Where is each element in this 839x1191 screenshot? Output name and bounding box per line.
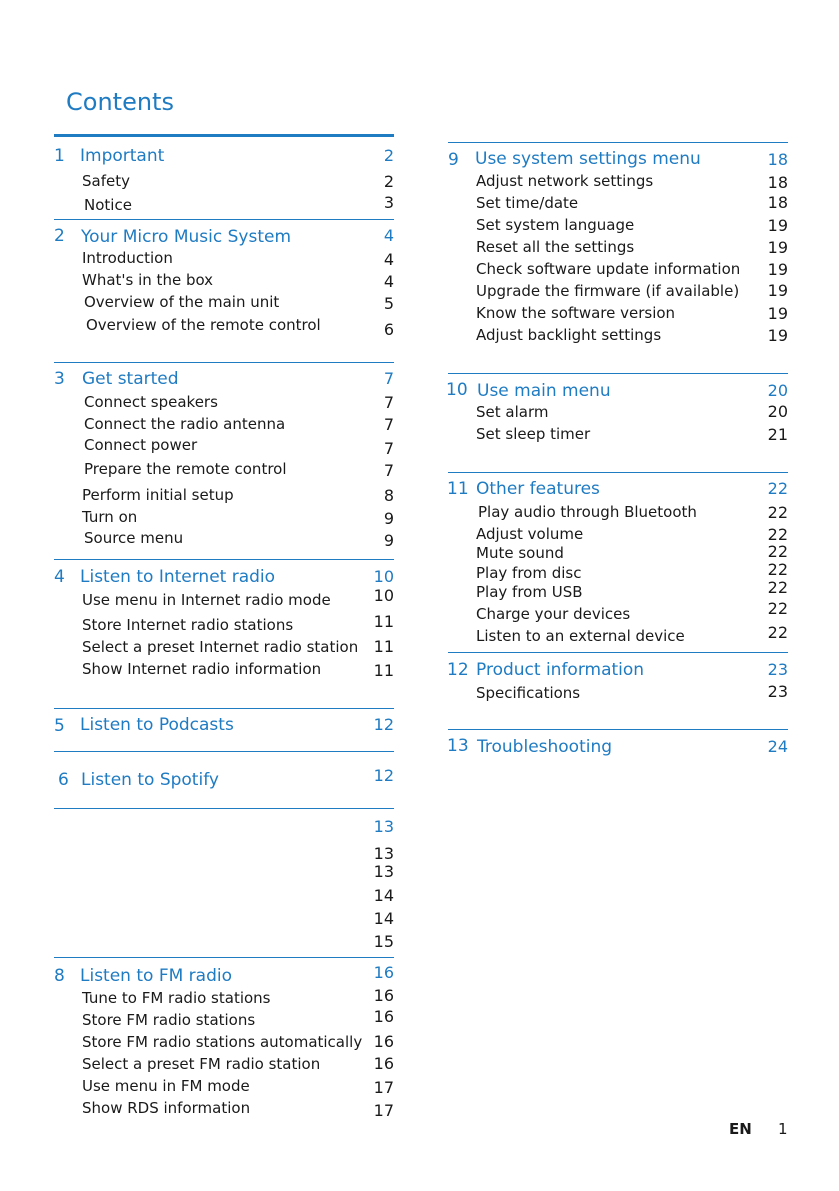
- section-number: 4: [54, 567, 65, 587]
- toc-section-other-features[interactable]: Other features: [476, 479, 600, 499]
- toc-section-micro-music-system[interactable]: Your Micro Music System: [81, 227, 292, 247]
- toc-item[interactable]: Connect power: [84, 436, 198, 454]
- section-divider: [54, 808, 394, 809]
- toc-item[interactable]: Store FM radio stations automatically: [82, 1033, 363, 1051]
- toc-page: 11: [373, 612, 394, 631]
- section-page: 2: [383, 146, 394, 165]
- toc-page: 13: [373, 844, 394, 863]
- toc-page: 22: [767, 623, 788, 642]
- section-page: 20: [767, 381, 788, 400]
- top-rule: [54, 134, 394, 137]
- toc-page: 8: [383, 486, 394, 505]
- section-page: 18: [767, 150, 788, 169]
- toc-page: 7: [383, 393, 394, 412]
- toc-page: 22: [767, 578, 788, 597]
- toc-item[interactable]: Specifications: [476, 684, 581, 702]
- toc-section-important[interactable]: Important: [80, 146, 165, 166]
- section-number: 2: [54, 226, 65, 246]
- toc-page: 14: [373, 909, 394, 928]
- toc-page: 11: [373, 637, 394, 656]
- toc-page: 9: [383, 531, 394, 550]
- section-divider: [448, 142, 788, 143]
- toc-item[interactable]: Introduction: [82, 249, 173, 267]
- toc-page: 22: [767, 525, 788, 544]
- section-page: 16: [373, 963, 394, 982]
- toc-page: 20: [767, 402, 788, 421]
- toc-item[interactable]: Set alarm: [476, 403, 549, 421]
- toc-item[interactable]: Play audio through Bluetooth: [478, 503, 697, 521]
- toc-item[interactable]: Check software update information: [476, 260, 741, 278]
- section-page: 24: [767, 737, 788, 756]
- toc-section-get-started[interactable]: Get started: [82, 369, 179, 389]
- section-divider: [54, 559, 394, 560]
- toc-section-fm-radio[interactable]: Listen to FM radio: [80, 966, 232, 986]
- section-divider: [54, 957, 394, 958]
- section-number: 13: [447, 736, 469, 756]
- toc-item[interactable]: Connect the radio antenna: [84, 415, 286, 433]
- toc-item[interactable]: Set sleep timer: [476, 425, 591, 443]
- toc-page: 15: [373, 932, 394, 951]
- toc-page: 17: [373, 1078, 394, 1097]
- section-page: 23: [767, 660, 788, 679]
- toc-page: 22: [767, 503, 788, 522]
- toc-item[interactable]: Set time/date: [476, 194, 579, 212]
- toc-page: 4: [383, 250, 394, 269]
- toc-page: 16: [373, 1032, 394, 1051]
- toc-item[interactable]: Show RDS information: [82, 1099, 251, 1117]
- section-divider: [448, 652, 788, 653]
- toc-section-product-information[interactable]: Product information: [476, 660, 645, 680]
- toc-item[interactable]: Set system language: [476, 216, 635, 234]
- toc-item[interactable]: Upgrade the firmware (if available): [476, 282, 740, 300]
- toc-section-internet-radio[interactable]: Listen to Internet radio: [80, 567, 276, 587]
- page-title: Contents: [66, 88, 174, 116]
- section-divider: [54, 708, 394, 709]
- toc-item[interactable]: Show Internet radio information: [82, 660, 322, 678]
- toc-section-system-settings[interactable]: Use system settings menu: [475, 149, 701, 169]
- toc-item[interactable]: Source menu: [84, 529, 184, 547]
- toc-page: 19: [767, 238, 788, 257]
- section-divider: [54, 751, 394, 752]
- toc-page: 5: [383, 294, 394, 313]
- toc-item[interactable]: Perform initial setup: [82, 486, 234, 504]
- toc-page: 19: [767, 281, 788, 300]
- toc-page: 6: [383, 320, 394, 339]
- toc-page: 19: [767, 260, 788, 279]
- toc-item[interactable]: Reset all the settings: [476, 238, 635, 256]
- toc-page: 22: [767, 560, 788, 579]
- toc-page: 4: [383, 272, 394, 291]
- toc-item[interactable]: Use menu in Internet radio mode: [82, 591, 331, 609]
- toc-page: 16: [373, 986, 394, 1005]
- toc-item[interactable]: Notice: [84, 196, 132, 214]
- toc-page: 22: [767, 542, 788, 561]
- toc-page: 17: [373, 1101, 394, 1120]
- toc-page: 2: [383, 172, 394, 191]
- toc-page: 3: [383, 193, 394, 212]
- toc-item[interactable]: Adjust network settings: [476, 172, 654, 190]
- section-number: 1: [54, 146, 65, 166]
- toc-item[interactable]: Store FM radio stations: [82, 1011, 256, 1029]
- toc-item[interactable]: Connect speakers: [84, 393, 218, 411]
- toc-section-podcasts[interactable]: Listen to Podcasts: [80, 715, 234, 735]
- toc-section-troubleshooting[interactable]: Troubleshooting: [477, 737, 613, 757]
- toc-page: 22: [767, 599, 788, 618]
- toc-item[interactable]: Overview of the main unit: [84, 293, 280, 311]
- toc-item[interactable]: Adjust backlight settings: [476, 326, 662, 344]
- toc-page: 14: [373, 886, 394, 905]
- section-number: 3: [54, 369, 65, 389]
- toc-item[interactable]: Play from disc: [476, 564, 582, 582]
- toc-item[interactable]: Know the software version: [476, 304, 676, 322]
- section-page: 4: [383, 226, 394, 245]
- section-number: 10: [446, 380, 468, 400]
- toc-item[interactable]: Select a preset Internet radio station: [82, 638, 359, 656]
- section-number: 9: [448, 150, 459, 170]
- section-page: 13: [373, 817, 394, 836]
- toc-page: 18: [767, 193, 788, 212]
- toc-item[interactable]: What's in the box: [82, 271, 214, 289]
- toc-item[interactable]: Select a preset FM radio station: [82, 1055, 321, 1073]
- section-number: 12: [447, 660, 469, 680]
- toc-item[interactable]: Adjust volume: [476, 525, 584, 543]
- section-page: 12: [373, 766, 394, 785]
- section-number: 8: [54, 966, 65, 986]
- toc-item[interactable]: Safety: [82, 172, 130, 190]
- toc-item[interactable]: Tune to FM radio stations: [82, 989, 271, 1007]
- toc-page: 16: [373, 1007, 394, 1026]
- section-divider: [448, 373, 788, 374]
- toc-page: 7: [383, 415, 394, 434]
- toc-page: 13: [373, 862, 394, 881]
- section-divider: [54, 362, 394, 363]
- toc-section-spotify[interactable]: Listen to Spotify: [81, 770, 219, 790]
- section-number: 5: [54, 716, 65, 736]
- toc-page: 16: [373, 1054, 394, 1073]
- section-divider: [448, 472, 788, 473]
- toc-page: 9: [383, 509, 394, 528]
- toc-item[interactable]: Overview of the remote control: [86, 316, 321, 334]
- section-divider: [448, 729, 788, 730]
- section-page: 7: [383, 369, 394, 388]
- toc-item[interactable]: Mute sound: [476, 544, 564, 562]
- section-page: 22: [767, 479, 788, 498]
- toc-item[interactable]: Charge your devices: [476, 605, 631, 623]
- toc-page: 19: [767, 304, 788, 323]
- toc-page: 19: [767, 216, 788, 235]
- section-number: 6: [58, 770, 69, 790]
- toc-item[interactable]: Play from USB: [476, 583, 583, 601]
- toc-item[interactable]: Listen to an external device: [476, 627, 685, 645]
- toc-page: 7: [383, 439, 394, 458]
- toc-page: 10: [373, 586, 394, 605]
- toc-page: 19: [767, 326, 788, 345]
- toc-item[interactable]: Store Internet radio stations: [82, 616, 294, 634]
- toc-page: 11: [373, 661, 394, 680]
- section-divider: [54, 219, 394, 220]
- section-number: 11: [447, 479, 469, 499]
- toc-item[interactable]: Use menu in FM mode: [82, 1077, 250, 1095]
- toc-page: 23: [767, 682, 788, 701]
- language-code: EN: [729, 1120, 752, 1138]
- toc-page: 21: [767, 425, 788, 444]
- toc-section-main-menu[interactable]: Use main menu: [477, 381, 611, 401]
- page-number: 1: [778, 1120, 788, 1138]
- toc-item[interactable]: Prepare the remote control: [84, 460, 287, 478]
- toc-item[interactable]: Turn on: [82, 508, 138, 526]
- toc-page: 7: [383, 461, 394, 480]
- section-page: 12: [373, 715, 394, 734]
- section-page: 10: [373, 567, 394, 586]
- toc-page: 18: [767, 173, 788, 192]
